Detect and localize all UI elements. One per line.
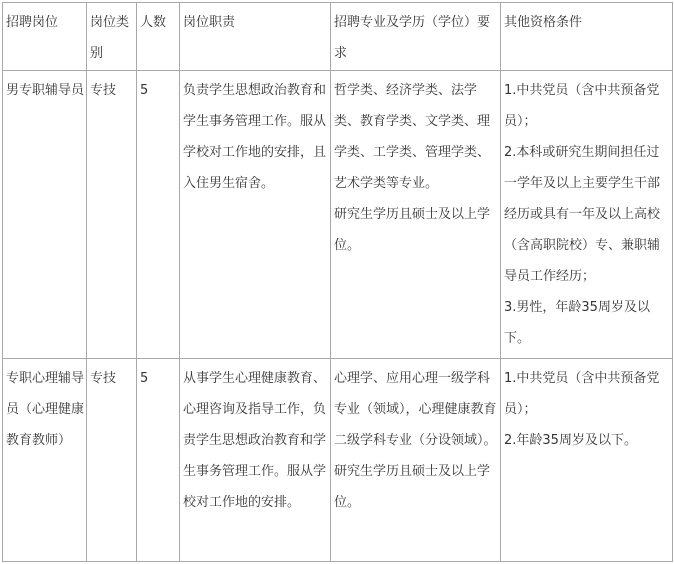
condition-item: 1.中共党员（含中共预备党员）；	[504, 83, 660, 129]
header-conditions: 其他资格条件	[501, 3, 673, 71]
table-row	[3, 71, 673, 359]
condition-item: 2.本科或研究生期间担任过一学年及以上主要学生干部经历或具有一年及以上高校（含高职院校）专、兼职辅导员工作经历；	[504, 145, 661, 284]
header-category: 岗位类别	[87, 3, 137, 71]
cell-position: 男专职辅导员	[3, 71, 87, 359]
condition-item: 2.年龄35周岁及以下。	[504, 433, 637, 448]
cell-major	[331, 359, 501, 562]
degree-requirement: 研究生学历且硕士及以上学位。	[334, 464, 491, 510]
recruitment-table	[2, 2, 673, 562]
cell-count: 5	[137, 359, 180, 562]
header-position: 招聘岗位	[3, 3, 87, 71]
cell-duties: 从事学生心理健康教育、心理咨询及指导工作，负责学生思想政治教育和学生事务管理工作。服从学校对工作地的安排。	[180, 359, 331, 562]
major-fields: 哲学类、经济学类、法学类、教育学类、文学类、理学类、工学类、管理学类、艺术学类等专业。	[334, 83, 491, 191]
table-row	[3, 359, 673, 562]
cell-conditions	[501, 359, 673, 562]
major-fields: 心理学、应用心理一级学科专业（领域），心理健康教育二级学科专业（分设领域）。	[334, 371, 497, 448]
header-count: 人数	[137, 3, 180, 71]
cell-category: 专技	[87, 71, 137, 359]
cell-major	[331, 71, 501, 359]
cell-count: 5	[137, 71, 180, 359]
header-row	[3, 3, 673, 71]
cell-category: 专技	[87, 359, 137, 562]
condition-item: 3.男性，年龄35周岁及以下。	[504, 300, 650, 346]
degree-requirement: 研究生学历且硕士及以上学位。	[334, 207, 491, 253]
cell-position: 专职心理辅导员（心理健康教育教师）	[3, 359, 87, 562]
cell-duties: 负责学生思想政治教育和学生事务管理工作。服从学校对工作地的安排，且入住男生宿舍。	[180, 71, 331, 359]
condition-item: 1.中共党员（含中共预备党员）；	[504, 371, 660, 417]
cell-conditions	[501, 71, 673, 359]
header-duties: 岗位职责	[180, 3, 331, 71]
header-major: 招聘专业及学历（学位）要求	[331, 3, 501, 71]
